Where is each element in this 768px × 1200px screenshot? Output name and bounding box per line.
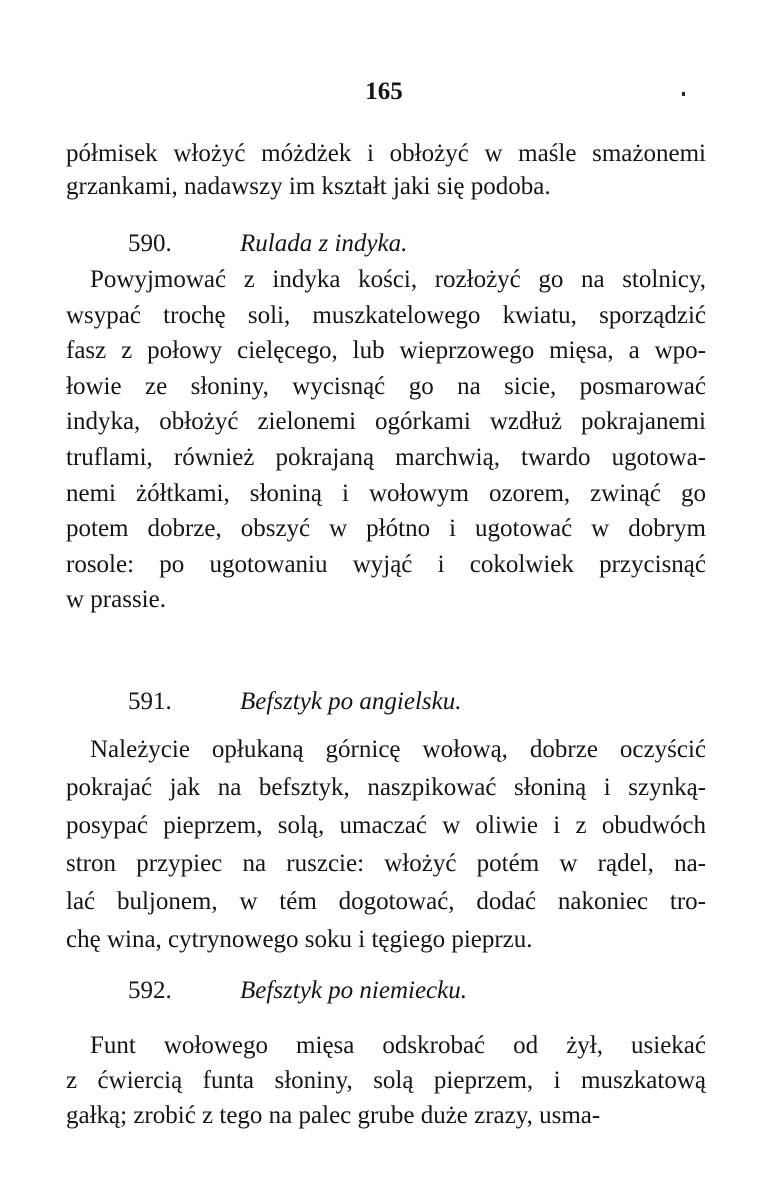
- text-line: indyka, obłożyć zielonemi ogórkami wzdłuż pokrajanemi: [66, 408, 706, 436]
- recipe-592-text: [66, 1028, 706, 1133]
- recipe-heading-590: [128, 230, 407, 258]
- text-line: rosole: po ugotowaniu wyjąć i cokolwiek przycisnąć: [66, 550, 706, 578]
- intro-paragraph: [66, 137, 706, 203]
- text-line: wsypać trochę soli, muszkatelowego kwiatu, sporządzić: [66, 301, 706, 329]
- recipe-number: 590.: [128, 230, 172, 257]
- text-line: pokrajać jak na befsztyk, naszpikować słoniną i szynką-: [66, 774, 706, 801]
- text-line: półmisek włożyć móżdżek i obłożyć w maśle smażonemi: [66, 140, 706, 167]
- page-number: 165: [365, 78, 403, 105]
- recipe-number: 591.: [128, 688, 172, 715]
- text-line: gałką; zrobić z tego na palec grube duże zrazy, usma-: [66, 1102, 601, 1129]
- text-line: posypać pieprzem, solą, umaczać w oliwie i z obudwóch: [66, 812, 706, 839]
- text-line: łowie ze słoniny, wycisnąć go na sicie, posmarować: [66, 372, 706, 400]
- text-line: Należycie opłukaną górnicę wołową, dobrze oczyścić: [90, 736, 706, 763]
- text-line: stron przypiec na ruszcie: włożyć potém w rądel, na-: [66, 850, 706, 877]
- recipe-title: Befsztyk po angielsku.: [240, 688, 462, 715]
- recipe-number: 592.: [128, 977, 172, 1004]
- recipe-title: Rulada z indyka.: [240, 230, 408, 257]
- recipe-heading-592: [128, 977, 467, 1005]
- text-line: grzankami, nadawszy im kształt jaki się podoba.: [66, 173, 551, 200]
- recipe-591-text: [66, 731, 706, 959]
- text-line: w prassie.: [66, 586, 166, 614]
- print-speck: [682, 92, 685, 96]
- text-line: lać buljonem, w tém dogotować, dodać nakoniec tro-: [66, 888, 706, 915]
- text-line: z ćwiercią funta słoniny, solą pieprzem, i muszkatową: [66, 1067, 706, 1094]
- text-line: fasz z połowy cielęcego, lub wieprzowego mięsa, a wpo-: [66, 337, 706, 365]
- text-line: potem dobrze, obszyć w płótno i ugotować w dobrym: [66, 515, 706, 543]
- text-line: chę wina, cytrynowego soku i tęgiego pieprzu.: [66, 926, 533, 953]
- text-line: Powyjmować z indyka kości, rozłożyć go na stolnicy,: [90, 266, 706, 293]
- recipe-title: Befsztyk po niemiecku.: [240, 977, 467, 1004]
- text-line: truflami, również pokrajaną marchwią, twardo ugotowa-: [66, 443, 706, 471]
- recipe-heading-591: [128, 688, 461, 716]
- text-line: Funt wołowego mięsa odskrobać od żył, usiekać: [90, 1032, 706, 1059]
- text-line: nemi żółtkami, słoniną i wołowym ozorem, zwinąć go: [66, 479, 706, 507]
- recipe-590-text: [66, 262, 706, 618]
